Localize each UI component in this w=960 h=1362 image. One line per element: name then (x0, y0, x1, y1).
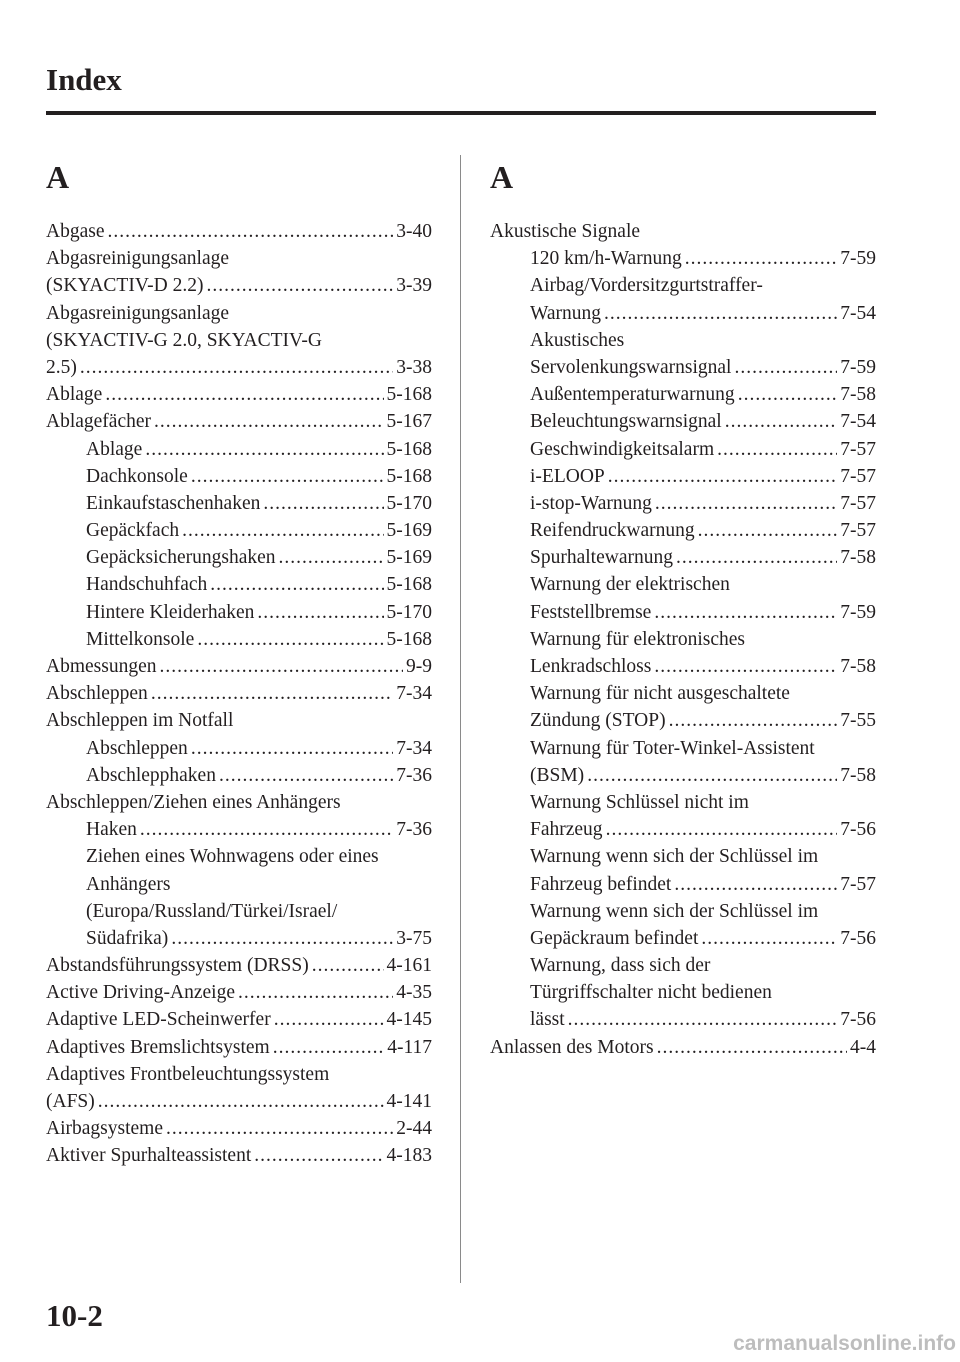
dot-leader (191, 463, 384, 490)
index-entry (46, 408, 432, 435)
entry-text: Gepäckfach (86, 520, 180, 542)
entry-text: Aktiver Spurhalteassistent (46, 1145, 252, 1167)
index-entry (46, 381, 432, 408)
entry-text: Gepäcksicherungshaken (86, 547, 276, 569)
entry-text: Einkaufstaschenhaken (86, 492, 261, 514)
index-subentry (490, 626, 876, 653)
entry-text: Außentemperaturwarnung (530, 384, 735, 406)
index-entry (46, 1061, 432, 1088)
entry-page-ref: 5-168 (386, 574, 432, 596)
entry-page-ref: 5-169 (386, 547, 432, 569)
entry-page-ref: 7-57 (840, 438, 876, 460)
index-entry (46, 789, 432, 816)
dot-leader (568, 1006, 838, 1033)
entry-text: Abschleppen/Ziehen eines Anhängers (46, 791, 341, 813)
entry-text: Geschwindigkeitsalarm (530, 438, 715, 460)
index-subentry (490, 952, 876, 979)
entry-page-ref: 7-57 (840, 520, 876, 542)
entry-page-ref: 7-59 (840, 601, 876, 623)
entry-page-ref: 7-57 (840, 465, 876, 487)
index-subentry (490, 979, 876, 1006)
entry-text: Abschlepphaken (86, 764, 216, 786)
entry-text: Haken (86, 819, 137, 841)
entry-page-ref: 4-141 (386, 1091, 432, 1112)
dot-leader (145, 436, 383, 463)
entry-page-ref: 7-34 (396, 683, 432, 705)
entry-text: 2.5) (46, 356, 77, 378)
entry-page-ref: 7-55 (840, 710, 876, 732)
entry-page-ref: 7-59 (840, 356, 876, 378)
dot-leader (151, 680, 393, 707)
dot-leader (654, 653, 837, 680)
index-subentry (490, 680, 876, 707)
index-entry (490, 1034, 876, 1061)
index-entry (46, 1034, 432, 1061)
entry-text: Abschleppen (86, 737, 188, 759)
entry-text: Beleuchtungswarnsignal (530, 411, 722, 433)
header-rule (46, 111, 876, 115)
index-entry (46, 327, 432, 354)
dot-leader (140, 816, 393, 843)
entry-page-ref: 7-58 (840, 764, 876, 786)
entry-text: Spurhaltewarnung (530, 547, 673, 569)
dot-leader (587, 762, 837, 789)
index-entry-list (46, 218, 432, 1170)
index-entry (46, 1006, 432, 1033)
index-subentry (46, 599, 432, 626)
entry-page-ref: 7-58 (840, 547, 876, 569)
index-subentry (490, 517, 876, 544)
entry-text: lässt (530, 1009, 565, 1031)
entry-page-ref: 7-56 (840, 927, 876, 949)
entry-text: Türgriffschalter nicht bedienen (530, 982, 772, 1004)
entry-text: Warnung für elektronisches (530, 628, 746, 650)
index-entry (46, 272, 432, 299)
entry-text: Reifendruckwarnung (530, 520, 695, 542)
dot-leader (273, 1034, 385, 1061)
entry-page-ref: 7-36 (396, 819, 432, 841)
index-subentry (46, 571, 432, 598)
dot-leader (80, 354, 393, 381)
dot-leader (279, 544, 384, 571)
index-entry (46, 1088, 432, 1115)
dot-leader (274, 1006, 384, 1033)
entry-text: Akustische Signale (490, 221, 641, 242)
entry-page-ref: 7-58 (840, 384, 876, 406)
entry-text: Abgase (46, 221, 105, 242)
index-subentry (490, 816, 876, 843)
index-subentry (490, 1006, 876, 1033)
dot-leader (312, 952, 384, 979)
index-subentry (490, 571, 876, 598)
index-subentry (46, 843, 432, 870)
index-subentry (490, 272, 876, 299)
index-subentry (490, 843, 876, 870)
dot-leader (263, 490, 383, 517)
entry-page-ref: 4-183 (386, 1145, 432, 1167)
index-entry (46, 218, 432, 245)
index-entry-list (490, 218, 876, 1061)
entry-text: Servolenkungswarnsignal (530, 356, 732, 378)
entry-text: Ablage (46, 384, 103, 406)
dot-leader (105, 381, 383, 408)
dot-leader (219, 762, 393, 789)
entry-page-ref: 5-168 (386, 438, 432, 460)
index-subentry (46, 816, 432, 843)
entry-text: Adaptives Bremslichtsystem (46, 1036, 270, 1058)
entry-page-ref: 3-38 (396, 356, 432, 378)
index-entry (46, 354, 432, 381)
entry-text: Anhängers (86, 873, 171, 895)
page-title: Index (46, 62, 122, 97)
index-subentry (490, 653, 876, 680)
dot-leader (608, 463, 838, 490)
entry-page-ref: 7-58 (840, 656, 876, 677)
dot-leader (606, 816, 838, 843)
entry-page-ref: 2-44 (396, 1118, 432, 1140)
entry-text: Airbag/Vordersitzgurtstraffer- (530, 275, 763, 297)
entry-text: Abstandsführungssystem (DRSS) (46, 955, 309, 977)
entry-page-ref: 7-56 (840, 1009, 876, 1031)
entry-text: Adaptive LED-Scheinwerfer (46, 1009, 271, 1031)
index-subentry (46, 517, 432, 544)
index-subentry (46, 925, 432, 952)
index-subentry (46, 871, 432, 898)
entry-text: Abschleppen (46, 683, 148, 705)
entry-page-ref: 7-34 (396, 737, 432, 759)
dot-leader (674, 871, 837, 898)
index-subentry (46, 626, 432, 653)
index-entry (46, 245, 432, 272)
section-letter: A (490, 159, 514, 195)
entry-text: Hintere Kleiderhaken (86, 601, 255, 623)
entry-page-ref: 5-170 (386, 601, 432, 623)
index-subentry (490, 245, 876, 272)
index-entry (46, 979, 432, 1006)
entry-text: Ablage (86, 438, 143, 460)
index-subentry (490, 463, 876, 490)
entry-text: Handschuhfach (86, 574, 208, 596)
entry-page-ref: 7-54 (840, 411, 876, 433)
dot-leader (191, 735, 393, 762)
entry-page-ref: 3-39 (396, 275, 432, 297)
dot-leader (238, 979, 393, 1006)
entry-text: Ablagefächer (46, 411, 152, 433)
index-subentry (490, 408, 876, 435)
dot-leader (738, 381, 838, 408)
entry-text: (Europa/Russland/Türkei/Israel/ (86, 900, 338, 922)
dot-leader (171, 925, 393, 952)
entry-text: Warnung wenn sich der Schlüssel im (530, 900, 819, 922)
entry-page-ref: 5-167 (386, 411, 432, 433)
entry-page-ref: 4-161 (386, 955, 432, 977)
entry-page-ref: 7-57 (840, 873, 876, 895)
entry-page-ref: 7-54 (840, 302, 876, 324)
entry-text: Warnung, dass sich der (530, 955, 711, 977)
entry-text: Anlassen des Motors (490, 1036, 654, 1058)
entry-text: Abmessungen (46, 656, 157, 677)
entry-text: Abgasreinigungsanlage (46, 302, 230, 324)
entry-text: Mittelkonsole (86, 628, 195, 650)
index-subentry (46, 544, 432, 571)
index-subentry (46, 490, 432, 517)
page-number: 10-2 (46, 1298, 103, 1333)
index-entry (490, 218, 876, 245)
entry-text: Lenkradschloss (530, 656, 652, 677)
entry-text: Dachkonsole (86, 465, 188, 487)
dot-leader (669, 707, 838, 734)
entry-text: (AFS) (46, 1091, 95, 1112)
entry-text: Warnung Schlüssel nicht im (530, 791, 749, 813)
index-subentry (46, 436, 432, 463)
entry-text: Warnung der elektrischen (530, 574, 730, 596)
entry-text: Fahrzeug (530, 819, 603, 841)
dot-leader (257, 599, 383, 626)
index-subentry (490, 707, 876, 734)
entry-text: Active Driving-Anzeige (46, 982, 235, 1004)
dot-leader (197, 626, 383, 653)
dot-leader (166, 1115, 393, 1142)
index-subentry (490, 762, 876, 789)
entry-text: i-ELOOP (530, 465, 605, 487)
entry-text: Warnung wenn sich der Schlüssel im (530, 846, 819, 868)
index-subentry (490, 871, 876, 898)
entry-text: (BSM) (530, 764, 585, 786)
dot-leader (701, 925, 837, 952)
entry-text: Akustisches (530, 329, 625, 351)
index-subentry (46, 735, 432, 762)
entry-text: Warnung für nicht ausgeschaltete (530, 683, 790, 705)
index-subentry (490, 544, 876, 571)
watermark: carmanualsonline.info (733, 1332, 956, 1355)
entry-page-ref: 5-168 (386, 465, 432, 487)
section-letter: A (46, 159, 70, 195)
entry-page-ref: 7-56 (840, 819, 876, 841)
entry-text: Warnung (530, 302, 601, 324)
entry-page-ref: 5-168 (386, 384, 432, 406)
dot-leader (254, 1142, 383, 1169)
column-divider (460, 155, 461, 1283)
index-entry (46, 1115, 432, 1142)
index-subentry (46, 762, 432, 789)
entry-text: Abschleppen im Notfall (46, 710, 234, 732)
entry-page-ref: 7-36 (396, 764, 432, 786)
entry-text: Airbagsysteme (46, 1118, 163, 1140)
entry-page-ref: 7-57 (840, 492, 876, 514)
entry-text: Gepäckraum befindet (530, 927, 699, 949)
entry-page-ref: 4-35 (396, 982, 432, 1004)
index-entry (46, 680, 432, 707)
entry-text: Warnung für Toter-Winkel-Assistent (530, 737, 815, 759)
entry-text: (SKYACTIV-G 2.0, SKYACTIV-G (46, 329, 322, 351)
dot-leader (182, 517, 383, 544)
entry-text: Feststellbremse (530, 601, 652, 623)
index-subentry (490, 599, 876, 626)
dot-leader (206, 272, 393, 299)
entry-text: Südafrika) (86, 927, 169, 949)
index-subentry (490, 898, 876, 925)
dot-leader (604, 300, 837, 327)
index-subentry (490, 490, 876, 517)
entry-text: Ziehen eines Wohnwagens oder eines (86, 846, 379, 868)
index-subentry (490, 354, 876, 381)
dot-leader (676, 544, 837, 571)
dot-leader (734, 354, 837, 381)
entry-page-ref: 7-59 (840, 248, 876, 270)
entry-text: Zündung (STOP) (530, 710, 666, 732)
index-subentry (490, 735, 876, 762)
dot-leader (657, 1034, 847, 1061)
dot-leader (685, 245, 838, 272)
index-subentry (490, 327, 876, 354)
dot-leader (698, 517, 838, 544)
index-subentry (490, 300, 876, 327)
entry-page-ref: 3-40 (396, 221, 432, 242)
entry-text: 120 km/h-Warnung (530, 248, 682, 270)
index-entry (46, 300, 432, 327)
dot-leader (154, 408, 383, 435)
index-entry (46, 653, 432, 680)
entry-page-ref: 5-170 (386, 492, 432, 514)
index-subentry (490, 925, 876, 952)
dot-leader (98, 1088, 384, 1115)
dot-leader (107, 218, 393, 245)
dot-leader (655, 490, 837, 517)
index-entry (46, 1142, 432, 1169)
dot-leader (717, 436, 837, 463)
entry-text: Abgasreinigungsanlage (46, 248, 230, 270)
dot-leader (160, 653, 404, 680)
index-subentry (46, 463, 432, 490)
index-subentry (46, 898, 432, 925)
entry-page-ref: 3-75 (396, 927, 432, 949)
index-subentry (490, 381, 876, 408)
index-subentry (490, 789, 876, 816)
entry-page-ref: 5-168 (386, 628, 432, 650)
dot-leader (210, 571, 383, 598)
index-entry (46, 707, 432, 734)
entry-page-ref: 4-145 (386, 1009, 432, 1031)
entry-text: (SKYACTIV-D 2.2) (46, 275, 204, 297)
entry-text: Adaptives Frontbeleuchtungssystem (46, 1063, 330, 1085)
dot-leader (654, 599, 837, 626)
entry-text: Fahrzeug befindet (530, 873, 672, 895)
index-subentry (490, 436, 876, 463)
dot-leader (725, 408, 838, 435)
entry-page-ref: 4-4 (850, 1036, 876, 1058)
entry-page-ref: 5-169 (386, 520, 432, 542)
index-entry (46, 952, 432, 979)
entry-page-ref: 4-117 (387, 1036, 432, 1058)
entry-text: i-stop-Warnung (530, 492, 652, 514)
entry-page-ref: 9-9 (406, 656, 432, 677)
